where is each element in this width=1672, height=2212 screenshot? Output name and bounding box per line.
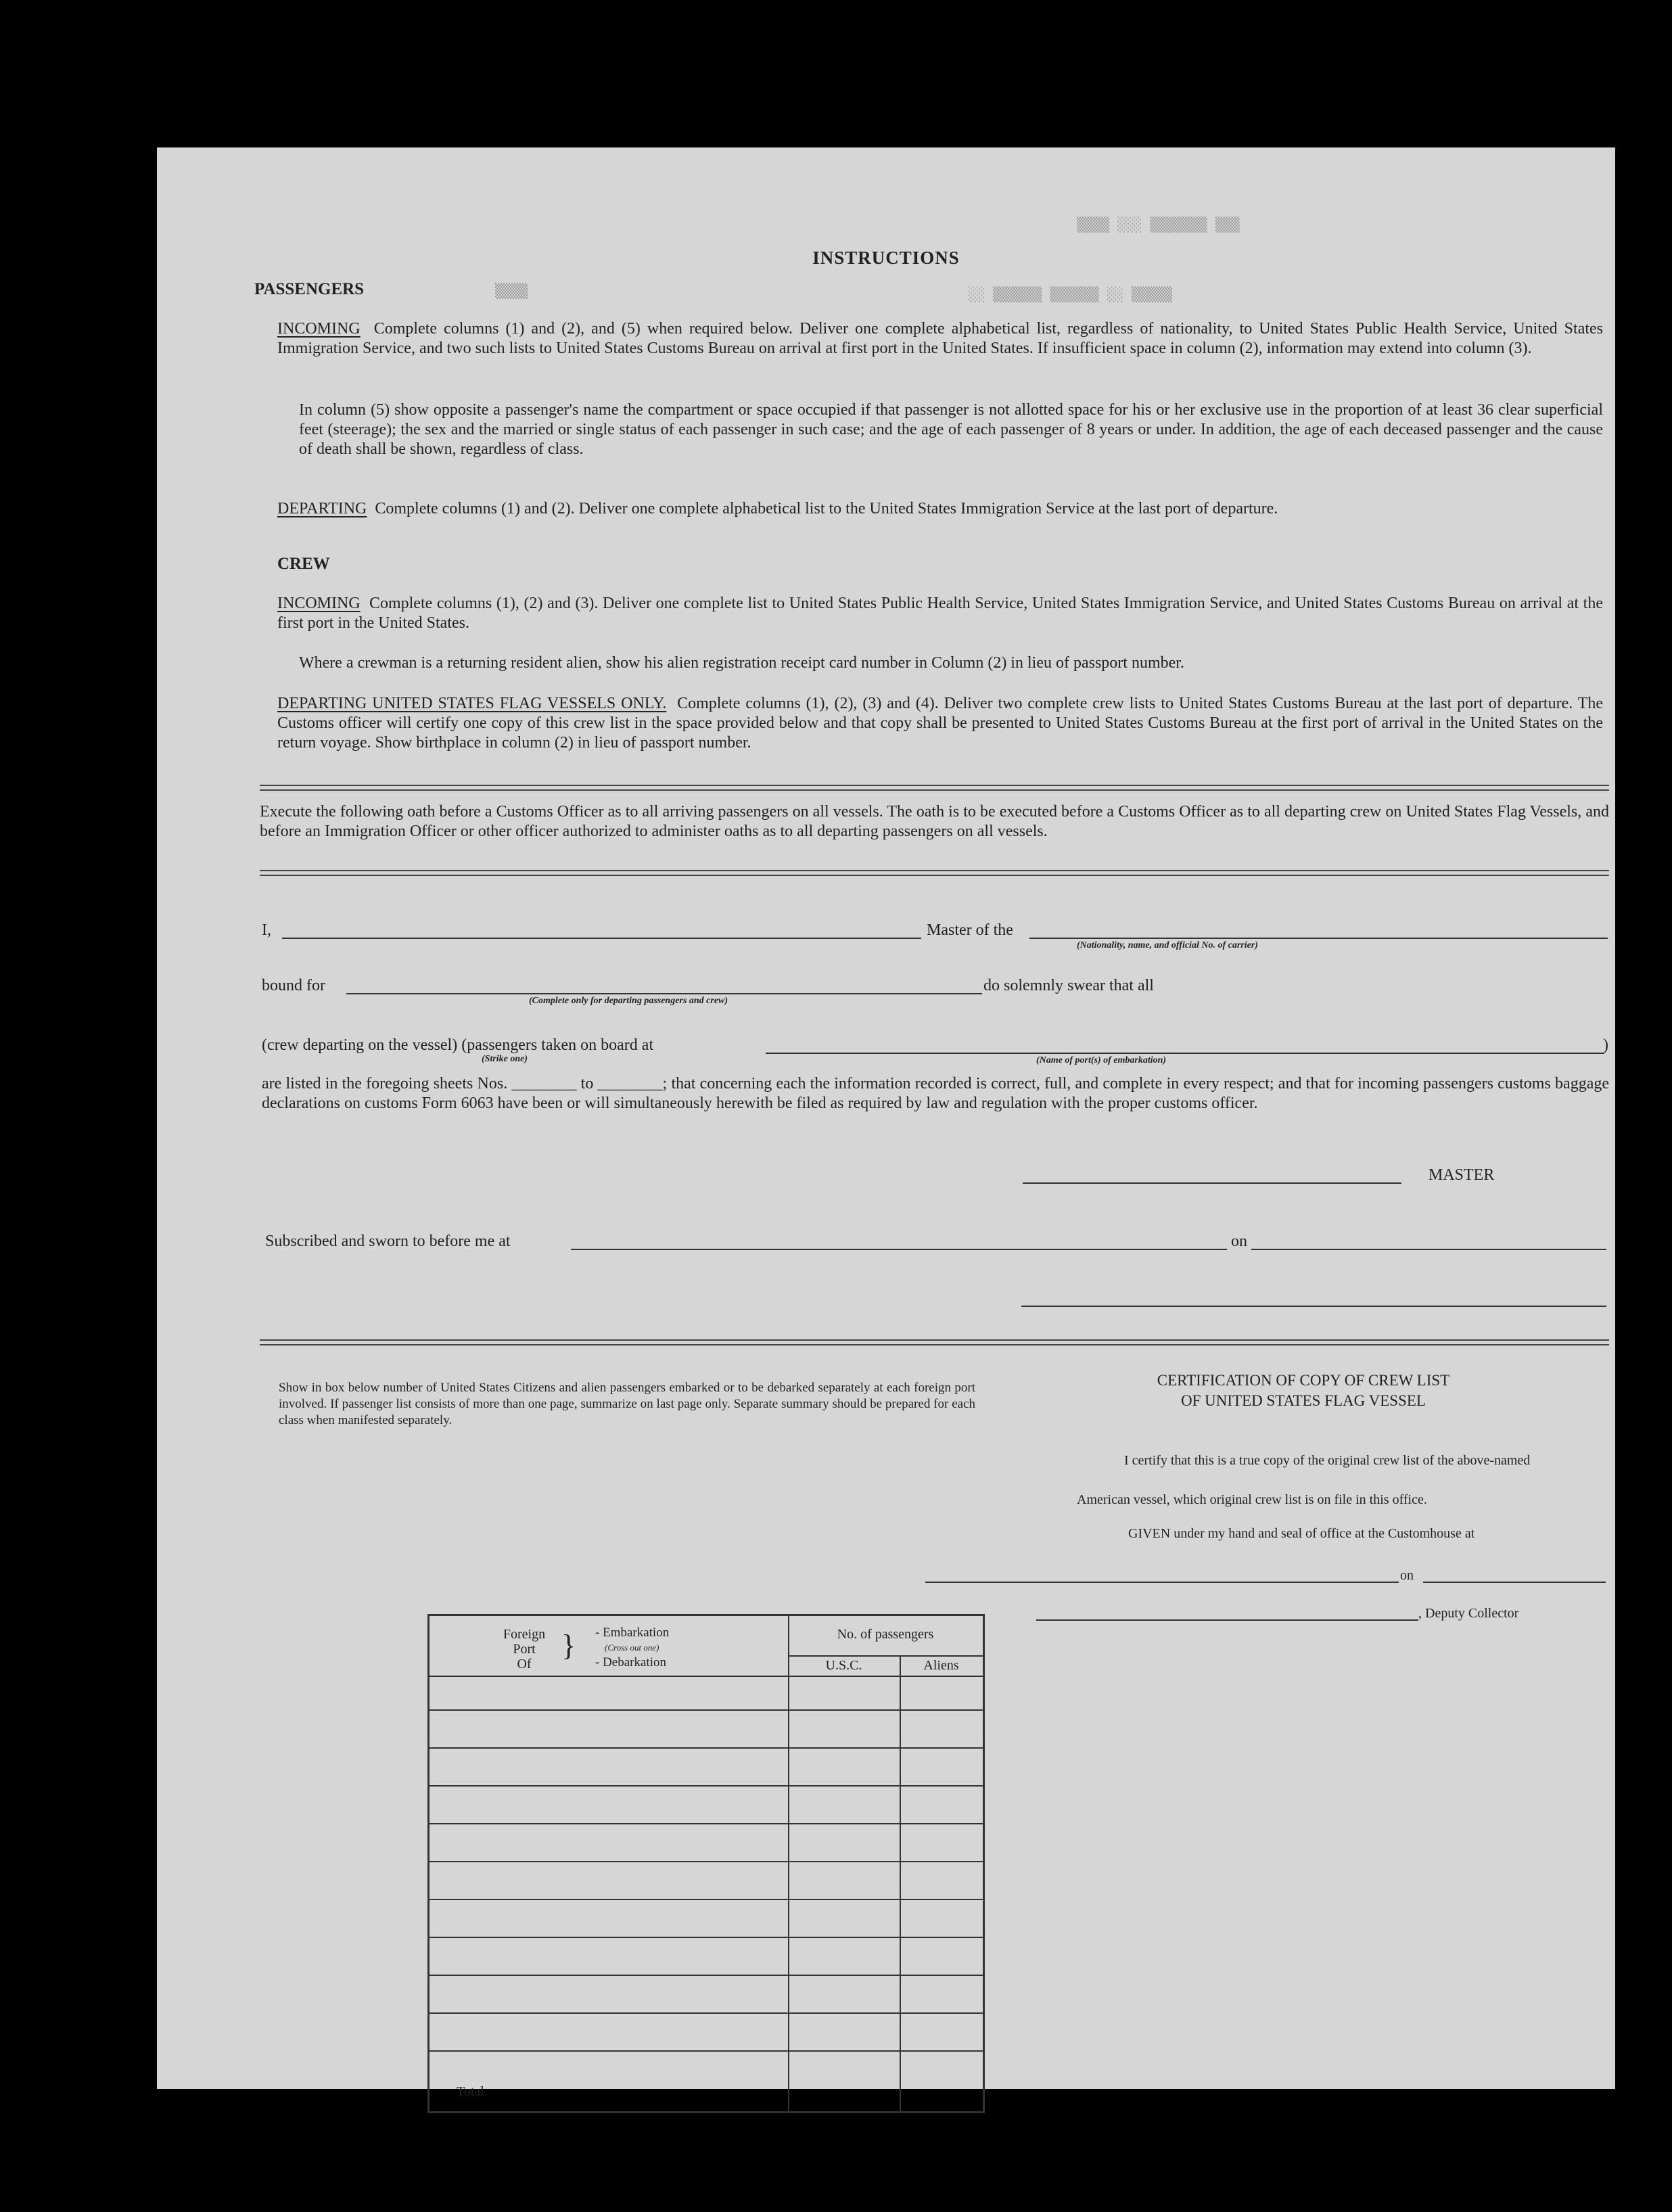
certification-date-field[interactable] [1423, 1582, 1606, 1583]
master-label: MASTER [1429, 1166, 1495, 1184]
table-row-line [429, 1709, 983, 1711]
deputy-collector-label: , Deputy Collector [1418, 1606, 1519, 1621]
table-row-line [429, 2012, 983, 2014]
port-of-embarkation-field[interactable] [766, 1053, 1604, 1054]
table-row-line [429, 1937, 983, 1938]
col-of: Of [517, 1657, 532, 1672]
debarkation-option[interactable]: - Debarkation [595, 1655, 666, 1669]
bleed-through-text: ▒▒▒▒ ░░░ ▒▒▒▒▒▒▒ ▒▒▒ [1077, 216, 1240, 233]
american-vessel-text: American vessel, which original crew list is on file in this office. [1077, 1492, 1427, 1507]
swear-text: do solemnly swear that all [983, 977, 1154, 994]
sworn-date-field[interactable] [1251, 1249, 1606, 1250]
close-paren: ) [1603, 1036, 1608, 1054]
table-row-line [429, 1899, 983, 1900]
table-row-line [429, 2050, 983, 2052]
oath-intro: Execute the following oath before a Customs Officer as to all arriving passengers on all vessels. The oath is to be executed before a Customs Officer as to all departing crew on United States Flag Vessels, and before an Immigration Officer or other officer authorized to administer oaths as to all departing passengers on all vessels. [260, 803, 1609, 840]
passengers-departing-paragraph [277, 499, 1603, 519]
certification-heading-line1: CERTIFICATION OF COPY OF CREW LIST [1157, 1372, 1450, 1389]
sworn-place-field[interactable] [571, 1249, 1227, 1250]
sworn-on-label: on [1231, 1232, 1247, 1250]
master-of-label: Master of the [927, 921, 1013, 939]
column5-paragraph: In column (5) show opposite a passenger's name the compartment or space occupied if that passenger is not allotted space for his or her exclusive use in the proportion of at least 36 clear superficial feet (steerage); the sex and the married or single status of each passenger in such case; and the age of each passenger of 8 years or under. In addition, the age of each deceased passenger and the cause of death shall be shown, regardless of class. [299, 401, 1603, 458]
crew-resident-paragraph: Where a crewman is a returning resident alien, show his alien registration receipt card number in Column (2) in lieu of passport number. [299, 654, 1184, 672]
table-row-line [429, 1785, 983, 1787]
crew-incoming-text: Complete columns (1), (2) and (3). Deliver one complete list to United States Public Health Service, United States Immigration Service, and United States Customs Bureau on arrival at the first port in the United States. [277, 595, 1604, 632]
table-row-line [429, 1975, 983, 1976]
crew-departing-label: DEPARTING UNITED STATES FLAG VESSELS ONLY. [277, 695, 667, 712]
table-row-line [429, 1861, 983, 1862]
port-hint: (Name of port(s) of embarkation) [1036, 1055, 1167, 1065]
given-text: GIVEN under my hand and seal of office at the Customhouse at [1128, 1526, 1475, 1541]
certify-text: I certify that this is a true copy of the original crew list of the above-named [1124, 1453, 1531, 1468]
certification-heading-line2: OF UNITED STATES FLAG VESSEL [1181, 1392, 1426, 1409]
strike-one-hint: (Strike one) [482, 1054, 528, 1064]
certification-on-label: on [1400, 1568, 1414, 1583]
brace-glyph: } [561, 1629, 576, 1662]
oath-i-label: I, [262, 921, 271, 939]
usc-header: U.S.C. [825, 1658, 862, 1673]
passenger-summary-table [427, 1614, 985, 2113]
crew-departing-paragraph [277, 694, 1603, 753]
col-foreign: Foreign [503, 1627, 546, 1642]
master-name-field[interactable] [282, 938, 921, 939]
deputy-signature-field[interactable] [1036, 1619, 1418, 1621]
customhouse-field[interactable] [925, 1582, 1399, 1583]
col-port: Port [513, 1642, 536, 1657]
total-label: Total [457, 2084, 484, 2099]
officer-signature-field[interactable] [1021, 1306, 1606, 1307]
foreign-port-header [497, 1627, 551, 1672]
section-divider [260, 1339, 1609, 1345]
passengers-incoming-label: INCOMING [277, 320, 361, 338]
table-row-line [429, 1747, 983, 1749]
crew-incoming-label: INCOMING [277, 595, 361, 612]
bleed-through-text: ▒▒▒▒ [495, 283, 528, 299]
table-divider [788, 1655, 983, 1657]
crew-heading: CREW [277, 555, 330, 573]
departing-hint: (Complete only for departing passengers and crew) [529, 996, 728, 1006]
crew-departing-text: (crew departing on the vessel) (passengers taken on board at [262, 1036, 654, 1054]
table-row-line [429, 1823, 983, 1824]
document-page [157, 147, 1615, 2099]
bound-for-field[interactable] [346, 993, 982, 994]
passengers-incoming-paragraph [277, 319, 1603, 359]
listed-paragraph: are listed in the foregoing sheets Nos. ________ to ________; that concerning each the information recorded is correct, full, and complete in every respect; and that for incoming passengers customs baggage declarations on customs Form 6063 have been or will simultaneously herewith be filed as required by law and regulation with the proper customs officer. [262, 1075, 1609, 1112]
bound-for-label: bound for [262, 977, 325, 994]
crew-departing-text: Complete columns (1), (2), (3) and (4). Deliver two complete crew lists to United States Customs Bureau at the last port of departure. The Customs officer will certify one copy of this crew list in the space provided below and that copy shall be presented to United States Customs Bureau at the first port of arrival in the United States on the return voyage. Show birthplace in column (2) in lieu of passport number. [277, 695, 1603, 752]
section-divider [260, 870, 1609, 876]
passengers-departing-text: Complete columns (1) and (2). Deliver one complete alphabetical list to the United States Immigration Service at the last port of departure. [375, 500, 1278, 517]
table-divider [429, 1676, 983, 1677]
embark-options [595, 1626, 669, 1670]
passengers-departing-label: DEPARTING [277, 500, 367, 517]
subscribed-label: Subscribed and sworn to before me at [265, 1232, 511, 1250]
bleed-through-text: ░░ ▒▒▒▒▒▒ ▒▒▒▒▒▒ ░░ ▒▒▒▒▒ [969, 286, 1173, 302]
section-divider [260, 785, 1609, 791]
carrier-field[interactable] [1029, 938, 1608, 939]
crew-incoming-paragraph [277, 594, 1603, 633]
passengers-incoming-text: Complete columns (1) and (2), and (5) when required below. Deliver one complete alphabetical list, regardless of nationality, to United States Public Health Service, United States Immigration Service, and two such lists to United States Customs Bureau on arrival at first port in the United States. If insufficient space in column (2), information may extend into column (3). [277, 320, 1604, 357]
table-divider [900, 1655, 901, 2111]
embarkation-option[interactable]: - Embarkation [595, 1626, 670, 1640]
table-divider [788, 1616, 789, 2111]
passengers-heading: PASSENGERS [254, 280, 365, 298]
aliens-header: Aliens [923, 1658, 959, 1673]
cross-out-hint: (Cross out one) [605, 1642, 659, 1653]
summary-instructions: Show in box below number of United States Citizens and alien passengers embarked or to be debarked separately at each foreign port involved. If passenger list consists of more than one page, summarize on last page only. Separate summary should be prepared for each class when manifested separately. [279, 1381, 975, 1427]
nationality-hint: (Nationality, name, and official No. of carrier) [1077, 940, 1258, 950]
master-signature-field[interactable] [1023, 1182, 1401, 1184]
no-passengers-header: No. of passengers [837, 1627, 934, 1642]
page-title: INSTRUCTIONS [812, 248, 960, 268]
certification-heading [1033, 1370, 1574, 1411]
